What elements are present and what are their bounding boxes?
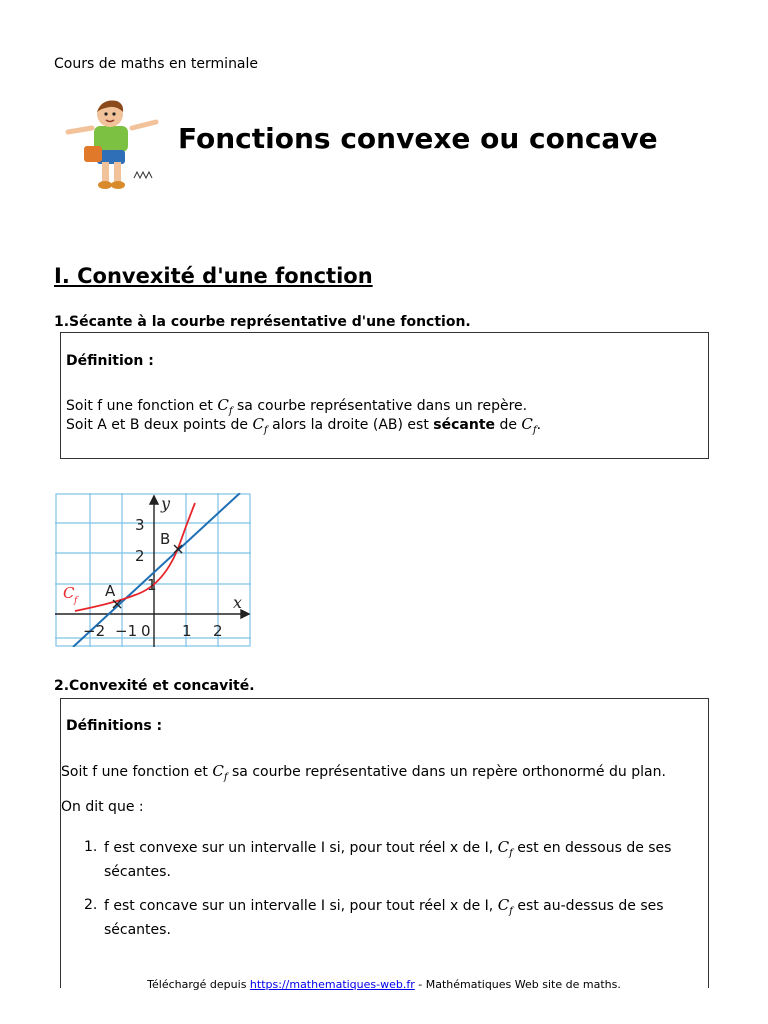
math-cf: $C_f$ — [521, 415, 537, 436]
x-tick-m1: −1 — [115, 622, 138, 640]
definition-box-secant — [60, 332, 709, 459]
x-axis-label: x — [233, 593, 243, 612]
definition-line-1: Soit f une fonction et $C_f$ sa courbe représentative dans un repère. — [66, 396, 528, 417]
x-tick-1: 1 — [182, 622, 192, 640]
y-tick-3: 3 — [135, 516, 145, 534]
footer-prefix: Téléchargé depuis — [147, 978, 250, 991]
student-mascot-image — [62, 98, 162, 192]
list-item-concave: 2. f est concave sur un intervalle I si, pour tout réel x de I, $C_f$ est au-dessus de ses sécantes. — [84, 896, 664, 938]
page-title: Fonctions convexe ou concave — [178, 122, 658, 155]
y-axis-label: y — [161, 494, 171, 513]
point-a-label: A — [105, 582, 116, 600]
subsection-title-convexity: 2.Convexité et concavité. — [54, 678, 255, 694]
section-title: I. Convexité d'une fonction — [54, 264, 373, 288]
x-tick-0: 0 — [141, 622, 151, 640]
list-item-convex: 1. f est convexe sur un intervalle I si, pour tout réel x de I, $C_f$ est en dessous de ses sécantes. — [84, 838, 672, 880]
math-cf: $C_f$ — [252, 415, 268, 436]
definition-label: Définition : — [66, 353, 154, 369]
point-b-label: B — [160, 530, 171, 548]
math-cf: $C_f$ — [217, 396, 233, 417]
definitions-label: Définitions : — [66, 718, 163, 734]
definition-box-convexity — [60, 698, 709, 988]
secant-graph-figure — [55, 493, 251, 647]
y-tick-2: 2 — [135, 547, 145, 565]
y-tick-1: 1 — [147, 576, 157, 594]
math-cf: $C_f$ — [212, 762, 228, 783]
course-label: Cours de maths en terminale — [54, 56, 259, 72]
subsection-title-secant: 1.Sécante à la courbe représentative d'une fonction. — [54, 314, 471, 330]
footer-link[interactable]: https://mathematiques-web.fr — [249, 978, 415, 991]
curve-label-sub: f — [74, 596, 78, 606]
footer — [0, 978, 768, 991]
math-cf: $C_f$ — [497, 896, 513, 917]
math-cf: $C_f$ — [497, 838, 513, 859]
curve-label: C — [63, 584, 75, 602]
definition-line-2: Soit A et B deux points de $C_f$ alors la droite (AB) est sécante de $C_f$. — [66, 415, 542, 436]
definition-intro: Soit f une fonction et $C_f$ sa courbe représentative dans un repère orthonormé du plan. — [61, 762, 666, 783]
x-tick-m2: −2 — [83, 622, 106, 640]
x-tick-2: 2 — [213, 622, 223, 640]
on-dit-que: On dit que : — [61, 799, 144, 815]
footer-suffix: - Mathématiques Web site de maths. — [414, 978, 621, 991]
